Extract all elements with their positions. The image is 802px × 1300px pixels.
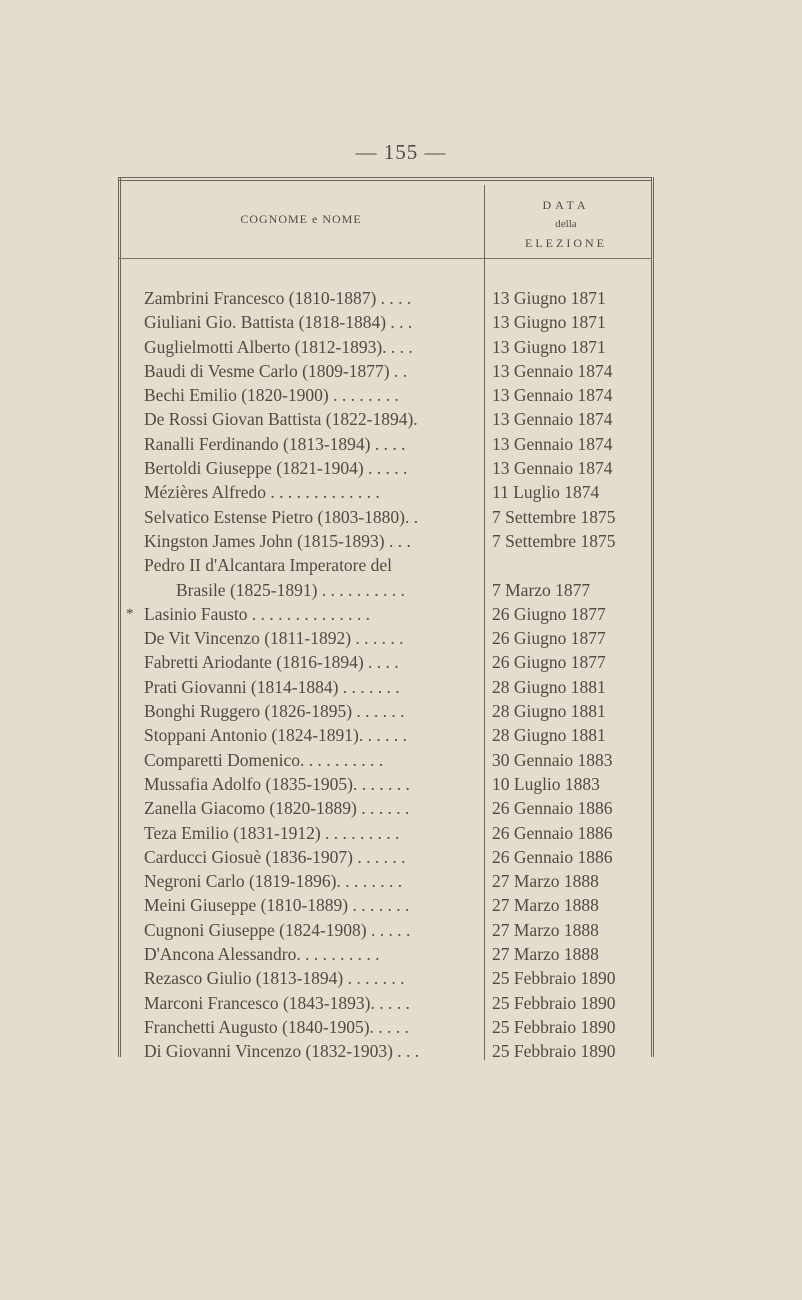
member-name: Teza Emilio (1831-1912) . . . . . . . . .: [144, 822, 400, 843]
table-row: [0, 991, 802, 1015]
election-date: 27 Marzo 1888: [492, 871, 599, 892]
table-row: [0, 407, 802, 431]
table-row: [0, 845, 802, 869]
election-date: 13 Gennaio 1874: [492, 385, 613, 406]
member-name: Bechi Emilio (1820-1900) . . . . . . . .: [144, 385, 399, 406]
member-name: Guglielmotti Alberto (1812-1893). . . .: [144, 336, 413, 357]
member-name: Zambrini Francesco (1810-1887) . . . .: [144, 288, 412, 308]
table-top-rule: [118, 177, 651, 181]
election-date: 7 Settembre 1875: [492, 530, 616, 551]
column-header-date: [486, 196, 646, 253]
date-header-line3: ELEZIONE: [525, 236, 607, 250]
page-number: — 155 —: [355, 140, 447, 164]
date-header-line1: DATA: [542, 198, 590, 212]
table-row: [0, 772, 802, 796]
table-row: [0, 1015, 802, 1039]
election-date: 27 Marzo 1888: [492, 944, 599, 965]
table-row: [0, 529, 802, 553]
election-date: 28 Giugno 1881: [492, 676, 606, 697]
asterisk-mark: *: [126, 605, 134, 622]
header-rule: [118, 258, 651, 259]
table-row: [0, 723, 802, 747]
table-row: [0, 699, 802, 723]
election-date: 28 Giugno 1881: [492, 725, 606, 746]
election-date: 7 Marzo 1877: [492, 579, 591, 600]
table-row: [0, 480, 802, 504]
table-row: [0, 359, 802, 383]
table-row: [0, 966, 802, 990]
election-date: 25 Febbraio 1890: [492, 968, 616, 989]
election-date: 13 Giugno 1871: [492, 288, 606, 308]
member-name: Comparetti Domenico. . . . . . . . . .: [144, 749, 384, 770]
table-row: [0, 796, 802, 820]
election-date: 13 Giugno 1871: [492, 336, 606, 357]
table-row: [0, 918, 802, 942]
table-row: [0, 893, 802, 917]
election-date: 26 Giugno 1877: [492, 603, 606, 624]
member-name: Marconi Francesco (1843-1893). . . . .: [144, 992, 410, 1013]
member-name: Prati Giovanni (1814-1884) . . . . . . .: [144, 676, 400, 697]
column-header-name: COGNOME e NOME: [240, 212, 362, 226]
table-row: [0, 310, 802, 334]
member-name: Baudi di Vesme Carlo (1809-1877) . .: [144, 360, 408, 381]
member-name: Negroni Carlo (1819-1896). . . . . . . .: [144, 871, 403, 892]
election-date: 26 Gennaio 1886: [492, 798, 613, 819]
member-name: Selvatico Estense Pietro (1803-1880). .: [144, 506, 419, 527]
member-name: Franchetti Augusto (1840-1905). . . . .: [144, 1016, 409, 1037]
member-name: Kingston James John (1815-1893) . . .: [144, 530, 411, 551]
member-name: D'Ancona Alessandro. . . . . . . . . .: [144, 944, 380, 965]
election-date: 30 Gennaio 1883: [492, 749, 613, 770]
member-name: Carducci Giosuè (1836-1907) . . . . . .: [144, 846, 406, 867]
member-name: De Rossi Giovan Battista (1822-1894).: [144, 409, 418, 430]
election-date: 26 Giugno 1877: [492, 652, 606, 673]
election-date: 25 Febbraio 1890: [492, 1041, 616, 1062]
election-date: 13 Gennaio 1874: [492, 409, 613, 430]
table-row: [0, 675, 802, 699]
election-date: 13 Giugno 1871: [492, 312, 606, 333]
election-date: 13 Gennaio 1874: [492, 433, 613, 454]
member-name: Mézières Alfredo . . . . . . . . . . . . .: [144, 482, 380, 503]
member-name: Ranalli Ferdinando (1813-1894) . . . .: [144, 433, 406, 454]
table-row: [0, 942, 802, 966]
member-name: Lasinio Fausto . . . . . . . . . . . . . .: [144, 603, 371, 624]
table-row: [0, 748, 802, 772]
election-date: 13 Gennaio 1874: [492, 360, 613, 381]
table-row: [0, 821, 802, 845]
election-date: 26 Gennaio 1886: [492, 846, 613, 867]
table-row: [0, 335, 802, 359]
member-name: Di Giovanni Vincenzo (1832-1903) . . .: [144, 1041, 420, 1062]
member-name: Zanella Giacomo (1820-1889) . . . . . .: [144, 798, 410, 819]
member-name: Brasile (1825-1891) . . . . . . . . . .: [176, 579, 405, 600]
table-row: [0, 602, 802, 626]
member-name: Bertoldi Giuseppe (1821-1904) . . . . .: [144, 458, 408, 479]
member-name: Cugnoni Giuseppe (1824-1908) . . . . .: [144, 919, 411, 940]
member-name: Rezasco Giulio (1813-1894) . . . . . . .: [144, 968, 405, 989]
table-row: [0, 578, 802, 602]
table-row: [0, 383, 802, 407]
table-row: [0, 505, 802, 529]
election-date: 13 Gennaio 1874: [492, 458, 613, 479]
table-row: [0, 553, 802, 577]
table-row: [0, 286, 802, 310]
election-date: 27 Marzo 1888: [492, 919, 599, 940]
election-date: 25 Febbraio 1890: [492, 1016, 616, 1037]
election-date: 11 Luglio 1874: [492, 482, 600, 503]
member-name: Pedro II d'Alcantara Imperatore del: [144, 555, 393, 576]
election-date: 26 Gennaio 1886: [492, 822, 613, 843]
date-header-line2: della: [555, 218, 577, 230]
member-name: Giuliani Gio. Battista (1818-1884) . . .: [144, 312, 413, 333]
election-date: 26 Giugno 1877: [492, 628, 606, 649]
member-name: Stoppani Antonio (1824-1891). . . . . .: [144, 725, 407, 746]
table-row: [0, 869, 802, 893]
member-name: Meini Giuseppe (1810-1889) . . . . . . .: [144, 895, 410, 916]
member-name: Bonghi Ruggero (1826-1895) . . . . . .: [144, 701, 405, 722]
members-table-body: [0, 286, 802, 1064]
table-row: [0, 650, 802, 674]
member-name: Fabretti Ariodante (1816-1894) . . . .: [144, 652, 399, 673]
member-name: Mussafia Adolfo (1835-1905). . . . . . .: [144, 773, 410, 794]
table-row: [0, 626, 802, 650]
member-name: De Vit Vincenzo (1811-1892) . . . . . .: [144, 628, 404, 649]
table-row: [0, 456, 802, 480]
election-date: 10 Luglio 1883: [492, 773, 600, 794]
table-row: [0, 1039, 802, 1063]
election-date: 28 Giugno 1881: [492, 701, 606, 722]
election-date: 25 Febbraio 1890: [492, 992, 616, 1013]
table-row: [0, 432, 802, 456]
election-date: 27 Marzo 1888: [492, 895, 599, 916]
election-date: 7 Settembre 1875: [492, 506, 616, 527]
